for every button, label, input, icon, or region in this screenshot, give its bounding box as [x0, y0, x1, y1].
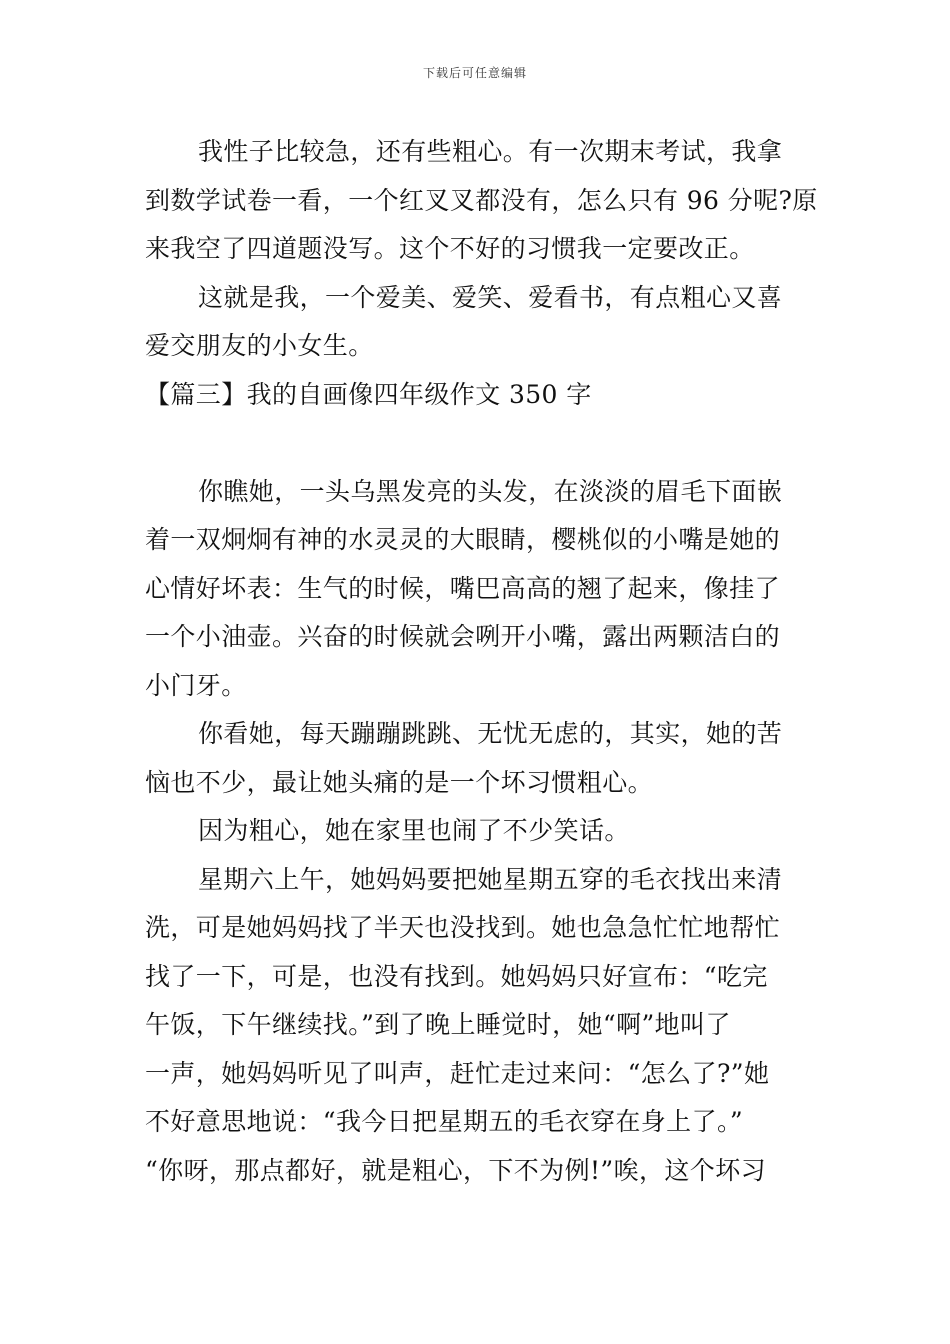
text-line: 找了一下，可是，也没有找到。她妈妈只好宣布：“吃完 — [145, 961, 768, 991]
text-line: 星期六上午，她妈妈要把她星期五穿的毛衣找出来清 — [198, 864, 783, 894]
text-line: 你看她，每天蹦蹦跳跳、无忧无虑的，其实，她的苦 — [198, 719, 783, 748]
text-line: 我性子比较急，还有些粗心。有一次期末考试，我拿 — [198, 137, 783, 166]
text-line: 小门牙。 — [145, 670, 247, 700]
document-body — [145, 128, 818, 1195]
text-line: 你瞧她，一头乌黑发亮的头发，在淡淡的眉毛下面嵌 — [198, 476, 783, 506]
text-line: 洗，可是她妈妈找了半天也没找到。她也急急忙忙地帮忙 — [145, 913, 781, 942]
text-line: 因为粗心，她在家里也闹了不少笑话。 — [198, 816, 630, 845]
text-line: 心情好坏表：生气的时候，嘴巴高高的翘了起来，像挂了 — [145, 573, 781, 603]
text-line: 午饭，下午继续找。”到了晚上睡觉时，她“啊”地叫了 — [145, 1010, 731, 1039]
text-line: 爱交朋友的小女生。 — [145, 331, 374, 360]
blank-line — [145, 419, 810, 468]
text-line: “你呀，那点都好，就是粗心，下不为例!”唉，这个坏习 — [145, 1155, 767, 1185]
text-line: 一个小油壶。兴奋的时候就会咧开小嘴，露出两颗洁白的 — [145, 622, 781, 651]
text-line: 一声，她妈妈听见了叫声，赶忙走过来问：“怎么了?”她 — [145, 1058, 770, 1088]
section-heading: 【篇三】我的自画像四年级作文 350 字 — [145, 379, 592, 409]
text-line: 到数学试卷一看，一个红叉叉都没有，怎么只有 96 分呢?原 — [145, 185, 818, 215]
text-line: 着一双炯炯有神的水灵灵的大眼睛，樱桃似的小嘴是她的 — [145, 525, 781, 554]
text-line: 恼也不少，最让她头痛的是一个坏习惯粗心。 — [145, 767, 654, 797]
header-note: 下载后可任意编辑 — [422, 66, 527, 80]
text-line: 来我空了四道题没写。这个不好的习惯我一定要改正。 — [145, 234, 755, 263]
text-line: 这就是我，一个爱美、爱笑、爱看书，有点粗心又喜 — [198, 282, 783, 312]
text-line: 不好意思地说：“我今日把星期五的毛衣穿在身上了。” — [145, 1107, 744, 1136]
